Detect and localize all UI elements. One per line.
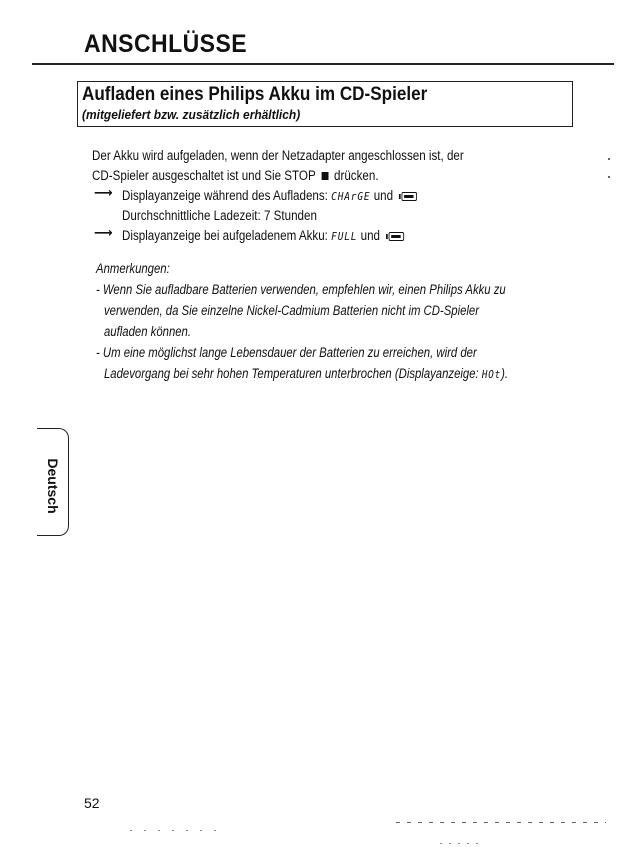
section-title: Aufladen eines Philips Akku im CD-Spieler	[82, 84, 428, 105]
body-line-2	[92, 166, 379, 186]
note-2-line-1: - Um eine möglichst lange Lebensdauer der Batterien zu erreichen, wird der	[96, 345, 477, 360]
side-tab-label-box	[37, 456, 69, 516]
note-1-line-1: - Wenn Sie aufladbare Batterien verwenden, empfehlen wir, einen Philips Akku zu	[96, 282, 506, 297]
battery-icon	[388, 232, 403, 241]
stop-icon	[321, 172, 328, 180]
section-subtitle: (mitgeliefert bzw. zusätzlich erhältlich)	[82, 107, 301, 122]
note-2-line-2-text: Ladevorgang bei sehr hohen Temperaturen unterbrochen (Displayanzeige:	[104, 366, 479, 381]
right-arrow-icon: ⟶	[94, 185, 113, 200]
bullet-charging	[122, 186, 417, 207]
chapter-rule	[32, 63, 614, 65]
lcd-charge-display: CHArGE	[331, 190, 371, 203]
lcd-hot-display: HOt	[481, 368, 502, 381]
page-number: 52	[84, 795, 100, 811]
bullet-full-and: und	[360, 228, 380, 243]
body-line-1: Der Akku wird aufgeladen, wenn der Netzadapter angeschlossen ist, der	[92, 148, 464, 163]
scan-speck	[608, 158, 610, 160]
scan-speck	[130, 830, 220, 831]
notes-heading: Anmerkungen:	[96, 261, 170, 276]
bullet-charging-and: und	[373, 188, 394, 203]
body-line-2-text: CD-Spieler ausgeschaltet ist und Sie STOP	[92, 168, 316, 183]
bullet-charging-time: Durchschnittliche Ladezeit: 7 Stunden	[122, 208, 317, 223]
side-tab-label: Deutsch	[45, 458, 61, 514]
scan-speck	[440, 843, 480, 844]
bullet-charging-label: Displayanzeige während des Aufladens:	[122, 188, 328, 203]
section-box	[77, 81, 573, 127]
body-line-2-end: drücken.	[334, 168, 379, 183]
chapter-title: ANSCHLÜSSE	[84, 30, 248, 58]
note-2-line-2	[104, 363, 508, 386]
note-1-line-2: verwenden, da Sie einzelne Nickel-Cadmium Batterien nicht im CD-Spieler	[104, 303, 480, 318]
right-arrow-icon: ⟶	[94, 225, 113, 240]
note-1-line-3: aufladen können.	[104, 324, 192, 339]
bullet-full-label: Displayanzeige bei aufgeladenem Akku:	[122, 228, 328, 243]
battery-icon	[402, 192, 417, 201]
scan-speck	[396, 822, 606, 823]
scan-speck	[608, 176, 610, 178]
lcd-full-display: FULL	[331, 230, 358, 243]
note-2-line-2-end: ).	[501, 366, 509, 381]
bullet-full	[122, 226, 404, 247]
